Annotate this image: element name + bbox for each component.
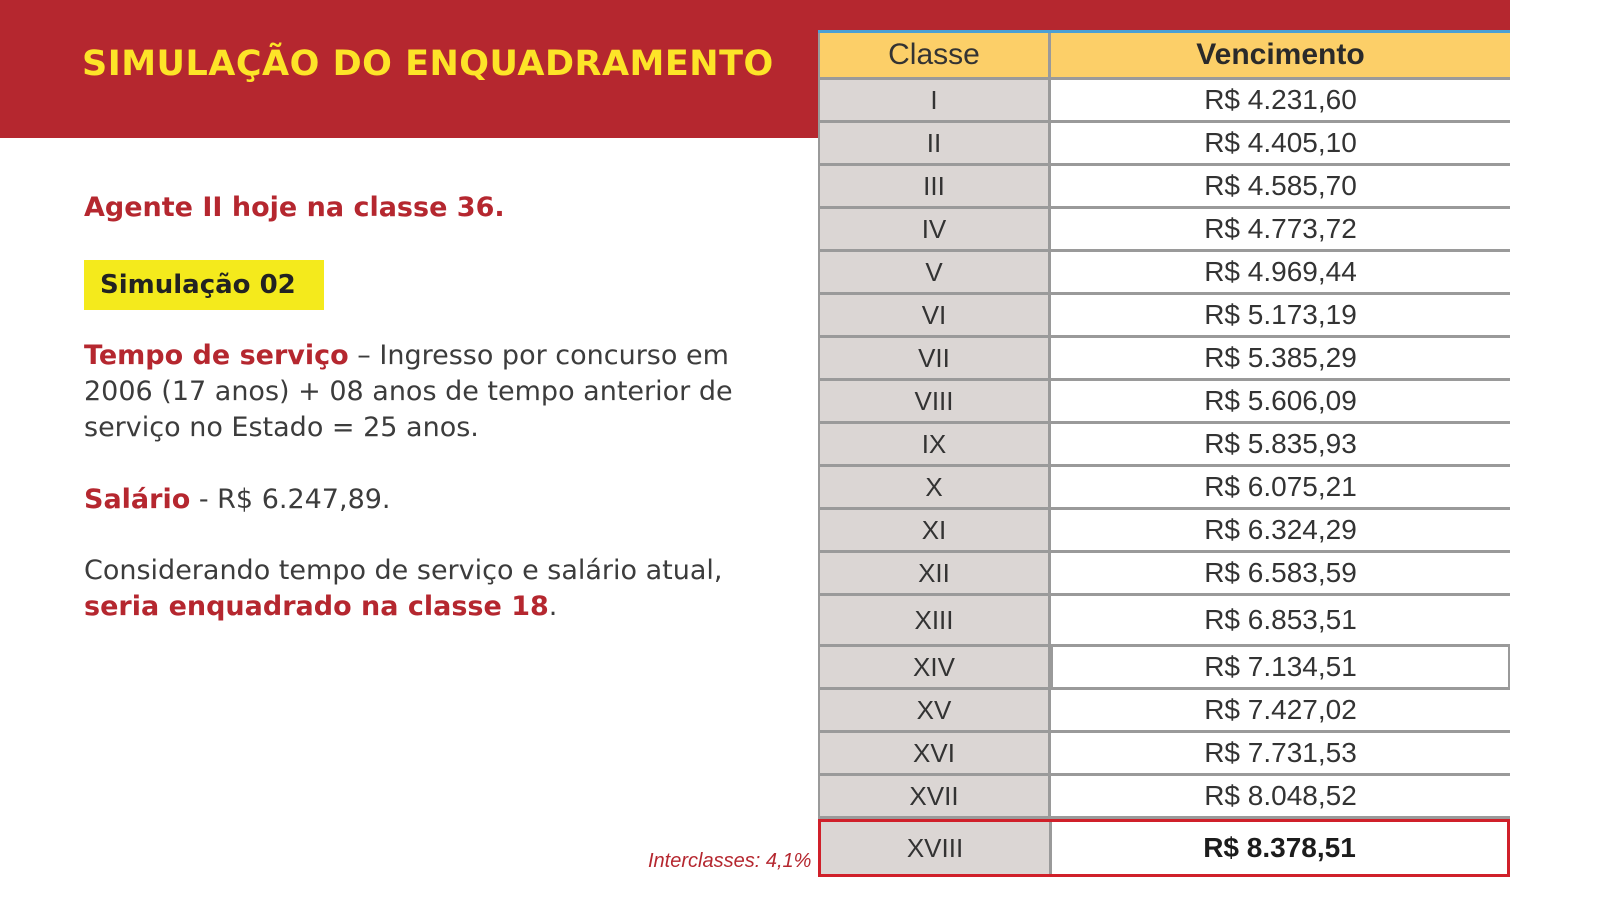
conclusion-text: Considerando tempo de serviço e salário atual,	[84, 555, 723, 586]
simulation-badge: Simulação 02	[84, 260, 324, 310]
classe-cell: XVI	[818, 733, 1051, 773]
table-row	[818, 123, 1510, 166]
vencimento-cell: R$ 4.405,10	[1051, 123, 1510, 163]
table-row	[818, 209, 1510, 252]
vencimento-cell: R$ 4.585,70	[1051, 166, 1510, 206]
classe-cell: I	[818, 80, 1051, 120]
classe-cell: VI	[818, 295, 1051, 335]
classe-cell: XII	[818, 553, 1051, 593]
salario-label: Salário	[84, 484, 191, 515]
table-row	[818, 381, 1510, 424]
vencimento-cell: R$ 4.969,44	[1051, 252, 1510, 292]
salario-text: - R$ 6.247,89.	[190, 484, 391, 515]
vencimento-cell: R$ 5.606,09	[1051, 381, 1510, 421]
table-header-row	[818, 33, 1510, 80]
vencimento-cell: R$ 5.835,93	[1051, 424, 1510, 464]
vencimento-cell: R$ 8.378,51	[1052, 822, 1510, 874]
vencimento-cell: R$ 7.134,51	[1051, 647, 1510, 687]
table-row	[818, 553, 1510, 596]
vencimento-cell: R$ 5.385,29	[1051, 338, 1510, 378]
tempo-label: Tempo de serviço	[84, 340, 349, 371]
vencimento-cell: R$ 6.075,21	[1051, 467, 1510, 507]
table-row	[818, 166, 1510, 209]
header-vencimento: Vencimento	[1051, 33, 1510, 77]
table-row	[818, 80, 1510, 123]
vencimento-cell: R$ 6.853,51	[1051, 596, 1510, 644]
classe-cell: XIV	[818, 647, 1051, 687]
vencimento-cell: R$ 7.427,02	[1051, 690, 1510, 730]
classe-cell: XVII	[818, 776, 1051, 816]
vencimento-cell: R$ 5.173,19	[1051, 295, 1510, 335]
table-row	[818, 295, 1510, 338]
page-title: SIMULAÇÃO DO ENQUADRAMENTO	[82, 44, 774, 84]
classe-cell: III	[818, 166, 1051, 206]
classe-cell: XVIII	[818, 822, 1052, 874]
vencimento-cell: R$ 6.324,29	[1051, 510, 1510, 550]
table-row	[818, 647, 1510, 690]
classe-cell: II	[818, 123, 1051, 163]
classe-cell: IV	[818, 209, 1051, 249]
table-row	[818, 467, 1510, 510]
table-row	[818, 252, 1510, 295]
classe-cell: XI	[818, 510, 1051, 550]
classe-cell: X	[818, 467, 1051, 507]
agent-line: Agente II hoje na classe 36.	[84, 192, 505, 223]
table-row-highlighted	[818, 819, 1510, 877]
conclusion-bold: seria enquadrado na classe 18	[84, 591, 549, 622]
table-row	[818, 596, 1510, 647]
vencimento-cell: R$ 8.048,52	[1051, 776, 1510, 816]
table-row	[818, 510, 1510, 553]
conclusion-paragraph	[84, 553, 764, 625]
vencimento-cell: R$ 7.731,53	[1051, 733, 1510, 773]
tempo-servico-paragraph	[84, 338, 764, 446]
table-row	[818, 733, 1510, 776]
table-row	[818, 338, 1510, 381]
salario-paragraph	[84, 482, 764, 518]
header-classe: Classe	[818, 33, 1051, 77]
vencimento-cell: R$ 4.773,72	[1051, 209, 1510, 249]
table-row	[818, 776, 1510, 819]
classe-cell: VII	[818, 338, 1051, 378]
conclusion-end: .	[548, 591, 558, 622]
interclasses-note: Interclasses: 4,1%	[648, 850, 812, 872]
classe-cell: VIII	[818, 381, 1051, 421]
vencimento-cell: R$ 4.231,60	[1051, 80, 1510, 120]
tempo-text: – Ingresso por concurso em 2006 (17 anos) + 08 anos de tempo anterior de serviço no Estado = 25 anos.	[84, 340, 733, 443]
classe-cell: IX	[818, 424, 1051, 464]
classe-cell: XV	[818, 690, 1051, 730]
table-row	[818, 424, 1510, 467]
vencimento-cell: R$ 6.583,59	[1051, 553, 1510, 593]
classe-cell: V	[818, 252, 1051, 292]
table-row	[818, 690, 1510, 733]
salary-table	[818, 30, 1510, 877]
classe-cell: XIII	[818, 596, 1051, 644]
